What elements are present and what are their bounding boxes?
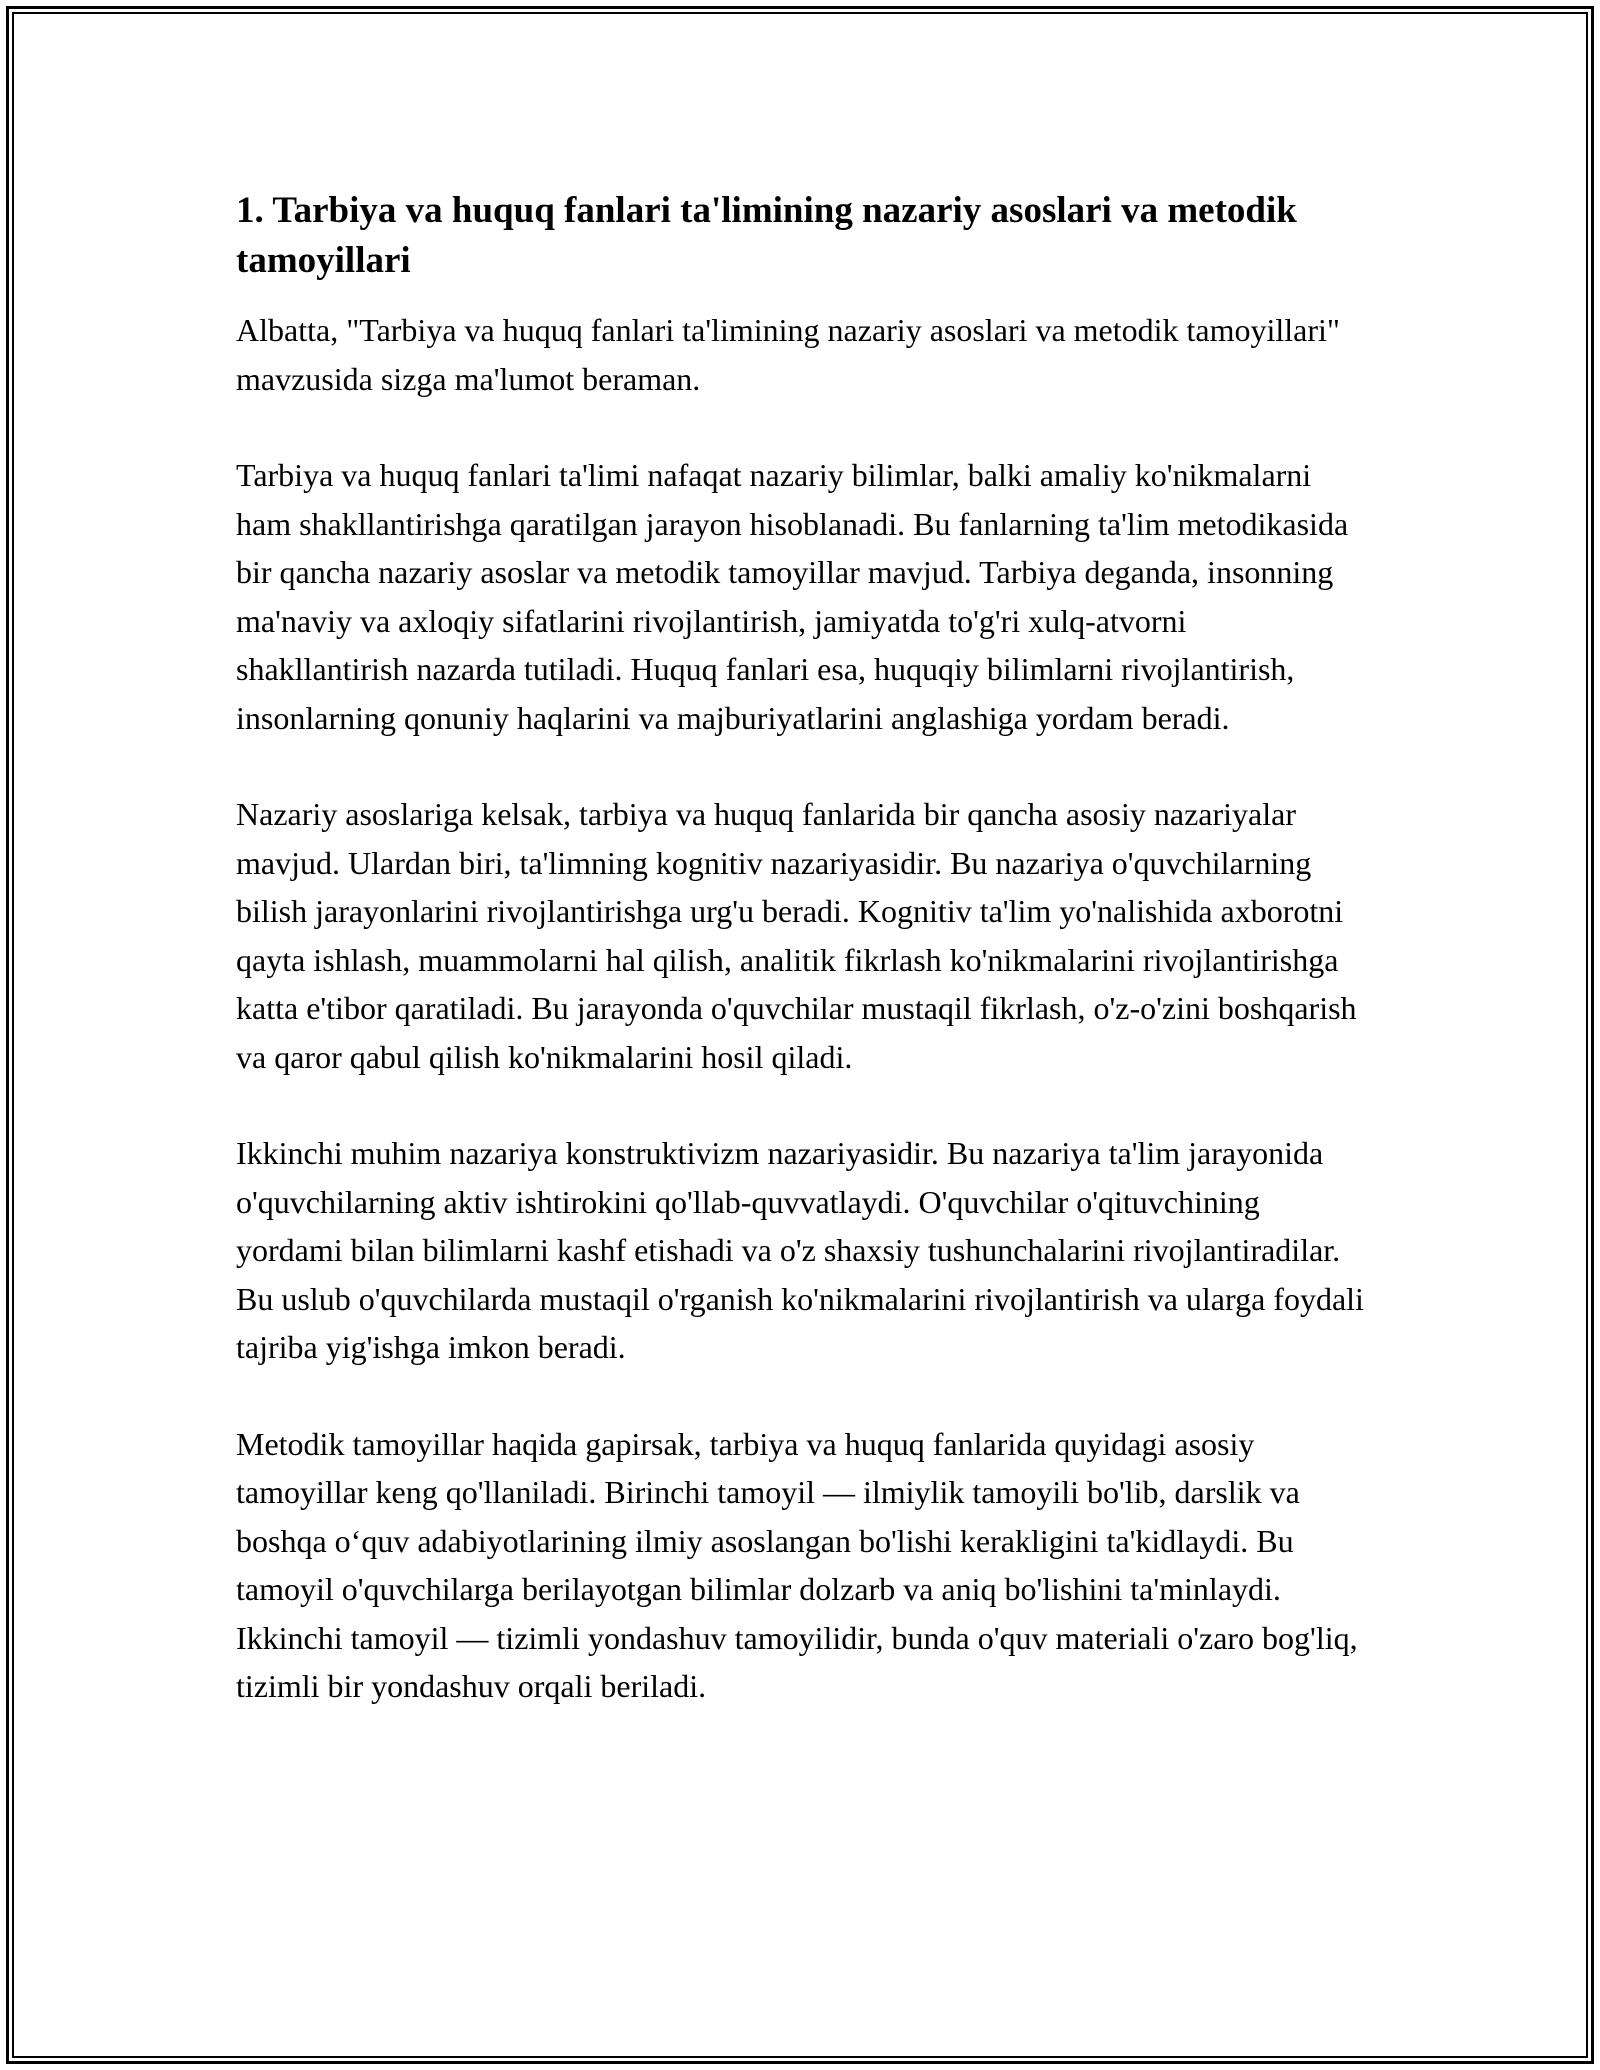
paragraph-overview: Tarbiya va huquq fanlari ta'limi nafaqat nazariy bilimlar, balki amaliy ko'nikmalarni ham shakllantirishga qaratilgan jarayon hisoblanadi. Bu fanlarning ta'lim metodikasida bir qancha nazariy asoslar va metodik tamoyillar mavjud. Tarbiya deganda, insonning ma'naviy va axloqiy sifatlarini rivojlantirish, jamiyatda to'g'ri xulq-atvorni shakllantirish nazarda tutiladi. Huquq fanlari esa, huquqiy bilimlarni rivojlantirish, insonlarning qonuniy haqlarini va majburiyatlarini anglashiga yordam beradi.	[236, 457, 1349, 736]
paragraph-cognitive-theory: Nazariy asoslariga kelsak, tarbiya va huquq fanlarida bir qancha asosiy nazariyalar mavjud. Ulardan biri, ta'limning kognitiv nazariyasidir. Bu nazariya o'quvchilarning bilish jarayonlarini rivojlantirishga urg'u beradi. Kognitiv ta'lim yo'nalishida axborotni qayta ishlash, muammolarni hal qilish, analitik fikrlash ko'nikmalarini rivojlantirishga katta e'tibor qaratiladi. Bu jarayonda o'quvchilar mustaqil fikrlash, o'z-o'zini boshqarish va qaror qabul qilish ko'nikmalarini hosil qiladi.	[236, 796, 1357, 1075]
document-body	[236, 186, 1366, 1759]
paragraph-constructivism: Ikkinchi muhim nazariya konstruktivizm nazariyasidir. Bu nazariya ta'lim jarayonida o'quvchilarning aktiv ishtirokini qo'llab-quvvatlaydi. O'quvchilar o'qituvchining yordami bilan bilimlarni kashf etishadi va o'z shaxsiy tushunchalarini rivojlantiradilar. Bu uslub o'quvchilarda mustaqil o'rganish ko'nikmalarini rivojlantirish va ularga foydali tajriba yig'ishga imkon beradi.	[236, 1135, 1364, 1365]
document-title: 1. Tarbiya va huquq fanlari ta'limining nazariy asoslari va metodik tamoyillari	[236, 190, 1297, 281]
paragraph-methodical-principles: Metodik tamoyillar haqida gapirsak, tarbiya va huquq fanlarida quyidagi asosiy tamoyillar keng qo'llaniladi. Birinchi tamoyil — ilmiylik tamoyili bo'lib, darslik va boshqa o‘quv adabiyotlarining ilmiy asoslangan bo'lishi kerakligini ta'kidlaydi. Bu tamoyil o'quvchilarga berilayotgan bilimlar dolzarb va aniq bo'lishini ta'minlaydi. Ikkinchi tamoyil — tizimli yondashuv tamoyilidir, bunda o'quv materiali o'zaro bog'liq, tizimli bir yondashuv orqali beriladi.	[236, 1425, 1358, 1704]
paragraph-intro: Albatta, "Tarbiya va huquq fanlari ta'limining nazariy asoslari va metodik tamoyillari" mavzusida sizga ma'lumot beraman.	[236, 312, 1340, 397]
